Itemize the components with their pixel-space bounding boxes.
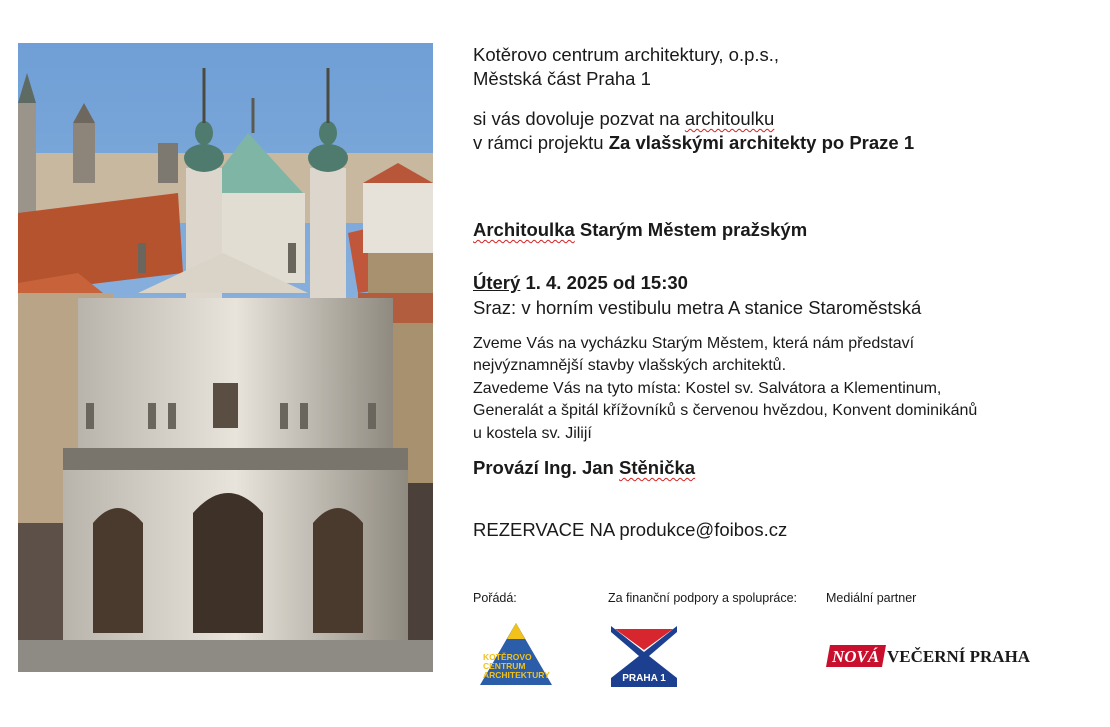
description-line-1: Zveme Vás na vycházku Starým Městem, která nám představí bbox=[473, 335, 915, 352]
guide-line: Provází Ing. Jan Stěnička bbox=[473, 457, 696, 478]
organizer-line-1: Kotěrovo centrum architektury, o.p.s., bbox=[473, 44, 780, 65]
support-label: Za finanční podpory a spolupráce: bbox=[608, 591, 798, 605]
invite-line-2: v rámci projektu Za vlašskými architekty po Praze 1 bbox=[473, 132, 915, 153]
event-date: Úterý 1. 4. 2025 od 15:30 bbox=[473, 272, 688, 293]
church-photo bbox=[18, 43, 433, 672]
media-logo-word-2: VEČERNÍ PRAHA bbox=[887, 647, 1031, 666]
description-line-3: Zavedeme Vás na tyto místa: Kostel sv. Salvátora a Klementinum, bbox=[473, 380, 942, 397]
kca-logo bbox=[479, 622, 553, 686]
organizer-line-2: Městská část Praha 1 bbox=[473, 68, 651, 89]
event-title: Architoulka Starým Městem pražským bbox=[473, 219, 808, 240]
kca-logo-line-1: KOTĚROVO bbox=[483, 652, 532, 662]
meeting-point: Sraz: v horním vestibulu metra A stanice Staroměstská bbox=[473, 297, 922, 318]
description-line-5: u kostela sv. Jilijí bbox=[473, 425, 592, 442]
invite-line-1: si vás dovoluje pozvat na architoulku bbox=[473, 108, 775, 129]
description-line-4: Generalát a špitál křížovníků s červenou hvězdou, Konvent dominikánů bbox=[473, 402, 978, 419]
media-partner-logo bbox=[826, 643, 1046, 669]
media-label: Mediální partner bbox=[826, 591, 917, 605]
kca-logo-line-3: ARCHITEKTURY bbox=[483, 670, 550, 680]
organizer-label: Pořádá: bbox=[473, 591, 517, 605]
praha1-logo bbox=[611, 626, 677, 687]
reservation-line: REZERVACE NA produkce@foibos.cz bbox=[473, 519, 788, 540]
media-logo-word-1: NOVÁ bbox=[832, 647, 880, 666]
praha1-logo-text: PRAHA 1 bbox=[622, 673, 666, 684]
description-line-2: nejvýznamnější stavby vlašských architektů. bbox=[473, 357, 787, 374]
kca-logo-line-2: CENTRUM bbox=[483, 661, 526, 671]
